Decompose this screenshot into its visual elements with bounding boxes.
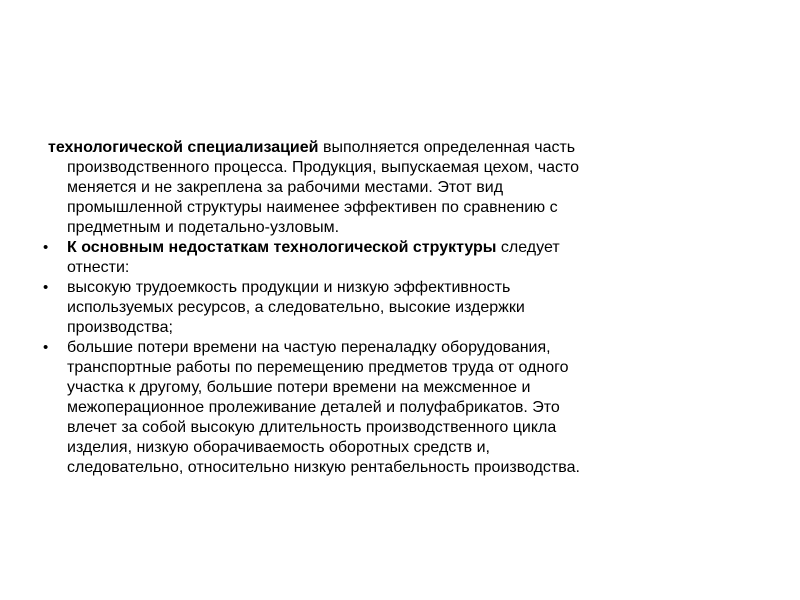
text-segment: выполняется определенная часть bbox=[318, 139, 576, 156]
text-line bbox=[48, 458, 748, 478]
text-line bbox=[48, 338, 748, 358]
text-segment: большие потери времени на частую переналадку оборудования, bbox=[67, 339, 551, 356]
text-segment: участка к другому, большие потери времени на межсменное и bbox=[67, 379, 531, 396]
text-segment: отнести: bbox=[67, 259, 130, 276]
text-segment-bold: технологической специализацией bbox=[48, 139, 319, 156]
text-segment: производственного процесса. Продукция, выпускаемая цехом, часто bbox=[67, 159, 580, 176]
text-segment: влечет за собой высокую длительность производственного цикла bbox=[67, 419, 557, 436]
text-line bbox=[48, 298, 748, 318]
text-line bbox=[48, 138, 748, 158]
text-line bbox=[48, 278, 748, 298]
bullet-marker: • bbox=[43, 339, 49, 356]
text-segment: меняется и не закреплена за рабочими местами. Этот вид bbox=[67, 179, 504, 196]
text-segment: транспортные работы по перемещению предметов труда от одного bbox=[67, 359, 569, 376]
text-segment: производства; bbox=[67, 319, 173, 336]
text-line bbox=[48, 218, 748, 238]
bullet-marker: • bbox=[43, 239, 49, 256]
text-line bbox=[48, 418, 748, 438]
text-line bbox=[48, 398, 748, 418]
bullet-item bbox=[43, 338, 748, 478]
text-line bbox=[48, 158, 748, 178]
text-segment-bold: К основным недостаткам технологической структуры bbox=[67, 239, 497, 256]
text-segment: следует bbox=[496, 239, 560, 256]
text-line bbox=[48, 438, 748, 458]
text-line bbox=[48, 178, 748, 198]
text-segment: высокую трудоемкость продукции и низкую эффективность bbox=[67, 279, 511, 296]
text-line bbox=[48, 378, 748, 398]
text-line bbox=[48, 358, 748, 378]
text-segment: изделия, низкую оборачиваемость оборотных средств и, bbox=[67, 439, 490, 456]
text-line bbox=[48, 258, 748, 278]
text-line bbox=[48, 238, 748, 258]
slide-body-text bbox=[43, 138, 748, 478]
bullet-item bbox=[43, 278, 748, 338]
text-line bbox=[48, 198, 748, 218]
bullet-marker: • bbox=[43, 279, 49, 296]
text-segment: межоперационное пролеживание деталей и полуфабрикатов. Это bbox=[67, 399, 560, 416]
text-line bbox=[48, 318, 748, 338]
paragraph-block bbox=[48, 138, 748, 238]
text-segment: используемых ресурсов, а следовательно, высокие издержки bbox=[67, 299, 525, 316]
text-segment: предметным и подетально-узловым. bbox=[67, 219, 340, 236]
text-segment: промышленной структуры наименее эффективен по сравнению с bbox=[67, 199, 558, 216]
bullet-item bbox=[43, 238, 748, 278]
text-segment: следовательно, относительно низкую рентабельность производства. bbox=[67, 459, 580, 476]
